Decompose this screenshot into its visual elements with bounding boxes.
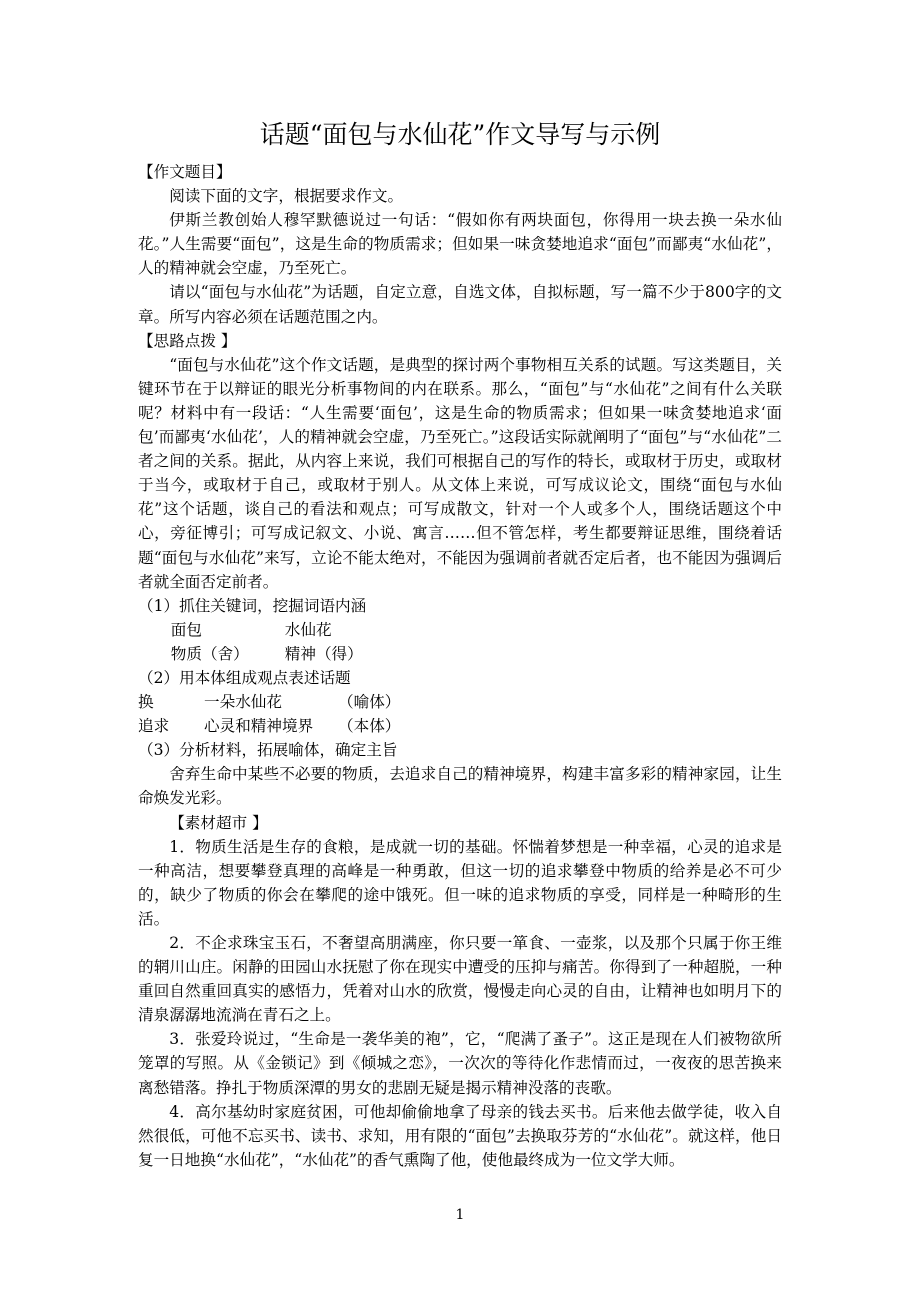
material-item-2: 2．不企求珠宝玉石，不奢望高朋满座，你只要一箪食、一壶浆，以及那个只属于你王维的辋川山庄。闲静的田园山水抚慰了你在现实中遭受的压抑与痛苦。你得到了一种超脱，一种重回自然重回真实的感悟力，凭着对山水的欣赏，慢慢走向心灵的自由，让精神也如明月下的清泉潺潺地流淌在青石之上。	[138, 934, 782, 1025]
step1-label: （1）抓住关键词，挖掘词语内涵	[138, 596, 367, 615]
step1-row-2	[138, 642, 782, 666]
page-number: 1	[455, 1207, 465, 1223]
prompt-requirement-paragraph: 请以“面包与水仙花”为话题，自定立意，自选文体，自拟标题，写一篇不少于800字的文章。所写内容必须在话题范围之内。	[138, 283, 782, 326]
document-title: 话题“面包与水仙花”作文导写与示例	[259, 120, 661, 149]
step2-row-1-note: （喻体）	[338, 693, 401, 712]
prompt-instruction: 阅读下面的文字，根据要求作文。	[169, 187, 404, 206]
step3-theme-paragraph: 舍弃生命中某些不必要的物质，去追求自己的精神境界，构建丰富多彩的精神家园，让生命焕发光彩。	[138, 765, 782, 808]
document-body	[138, 160, 782, 1172]
step1-row-2-left: 物质（舍）	[170, 644, 249, 663]
material-section-heading: 【素材超市 】	[169, 813, 268, 832]
prompt-quote-paragraph: 伊斯兰教创始人穆罕默德说过一句话：“假如你有两块面包，你得用一块去换一朵水仙花。”人生需要“面包”，这是生命的物质需求；但如果一味贪婪地追求“面包”而鄙夷“水仙花”，人的精神就会空虚，乃至死亡。	[138, 211, 782, 278]
step1-row-2-right: 精神（得）	[284, 644, 363, 663]
step2-row-1-verb: 换	[138, 693, 154, 712]
material-item-1: 1．物质生活是生存的食粮，是成就一切的基础。怀惴着梦想是一种幸福，心灵的追求是一种高洁，想要攀登真理的高峰是一种勇敢，但这一切的追求攀登中物质的给养是必不可少的，缺少了物质的你会在攀爬的途中饿死。但一味的追求物质的享受，同样是一种畸形的生活。	[138, 837, 782, 928]
material-item-3: 3．张爱玲说过，“生命是一袭华美的袍”，它，“爬满了蚤子”。这正是现在人们被物欲所笼罩的写照。从《金锁记》到《倾城之恋》，一次次的等待化作悲情而过，一夜夜的思苦换来离愁错落。挣扎于物质深潭的男女的悲剧无疑是揭示精神没落的丧歌。	[138, 1030, 782, 1097]
guide-section-heading: 【思路点拨 】	[138, 331, 237, 350]
step2-row-2	[138, 714, 782, 738]
step2-row-2-object: 心灵和精神境界	[204, 717, 314, 736]
step2-row-2-verb: 追求	[138, 717, 170, 736]
step1-row-1-right: 水仙花	[284, 620, 332, 639]
step1-row-1-left: 面包	[170, 620, 202, 639]
material-item-4: 4．高尔基幼时家庭贫困，可他却偷偷地拿了母亲的钱去买书。后来他去做学徒，收入自然很低，可他不忘买书、读书、求知，用有限的“面包”去换取芬芳的“水仙花”。就这样，他日复一日地换“水仙花”，“水仙花”的香气熏陶了他，使他最终成为一位文学大师。	[138, 1102, 782, 1169]
step2-row-2-note: （本体）	[338, 717, 401, 736]
prompt-section-heading: 【作文题目】	[138, 163, 232, 181]
step2-label: （2）用本体组成观点表述话题	[138, 668, 351, 687]
step1-row-1	[138, 618, 782, 642]
step2-row-1	[138, 690, 782, 714]
step3-label: （3）分析材料，拓展喻体，确定主旨	[138, 741, 398, 760]
step2-row-1-object: 一朵水仙花	[204, 693, 282, 712]
guide-paragraph: “面包与水仙花”这个作文话题，是典型的探讨两个事物相互关系的试题。写这类题目，关键环节在于以辩证的眼光分析事物间的内在联系。那么，“面包”与“水仙花”之间有什么关联呢？材料中有一段话：“人生需要‘面包’，这是生命的物质需求；但如果一味贪婪地追求‘面包’而鄙夷‘水仙花’，人的精神就会空虚，乃至死亡。”这段话实际就阐明了“面包”与“水仙花”二者之间的关系。据此，从内容上来说，我们可根据自己的写作的特长，或取材于历史，或取材于当今，或取材于自己，或取材于别人。从文体上来说，可写成议论文，围绕“面包与水仙花”这个话题，谈自己的看法和观点；可写成散文，针对一个人或多个人，围绕话题这个中心，旁征博引；可写成记叙文、小说、寓言……但不管怎样，考生都要辩证思维，围绕着话题“面包与水仙花”来写，立论不能太绝对，不能因为强调前者就否定后者，也不能因为强调后者就全面否定前者。	[138, 355, 782, 591]
